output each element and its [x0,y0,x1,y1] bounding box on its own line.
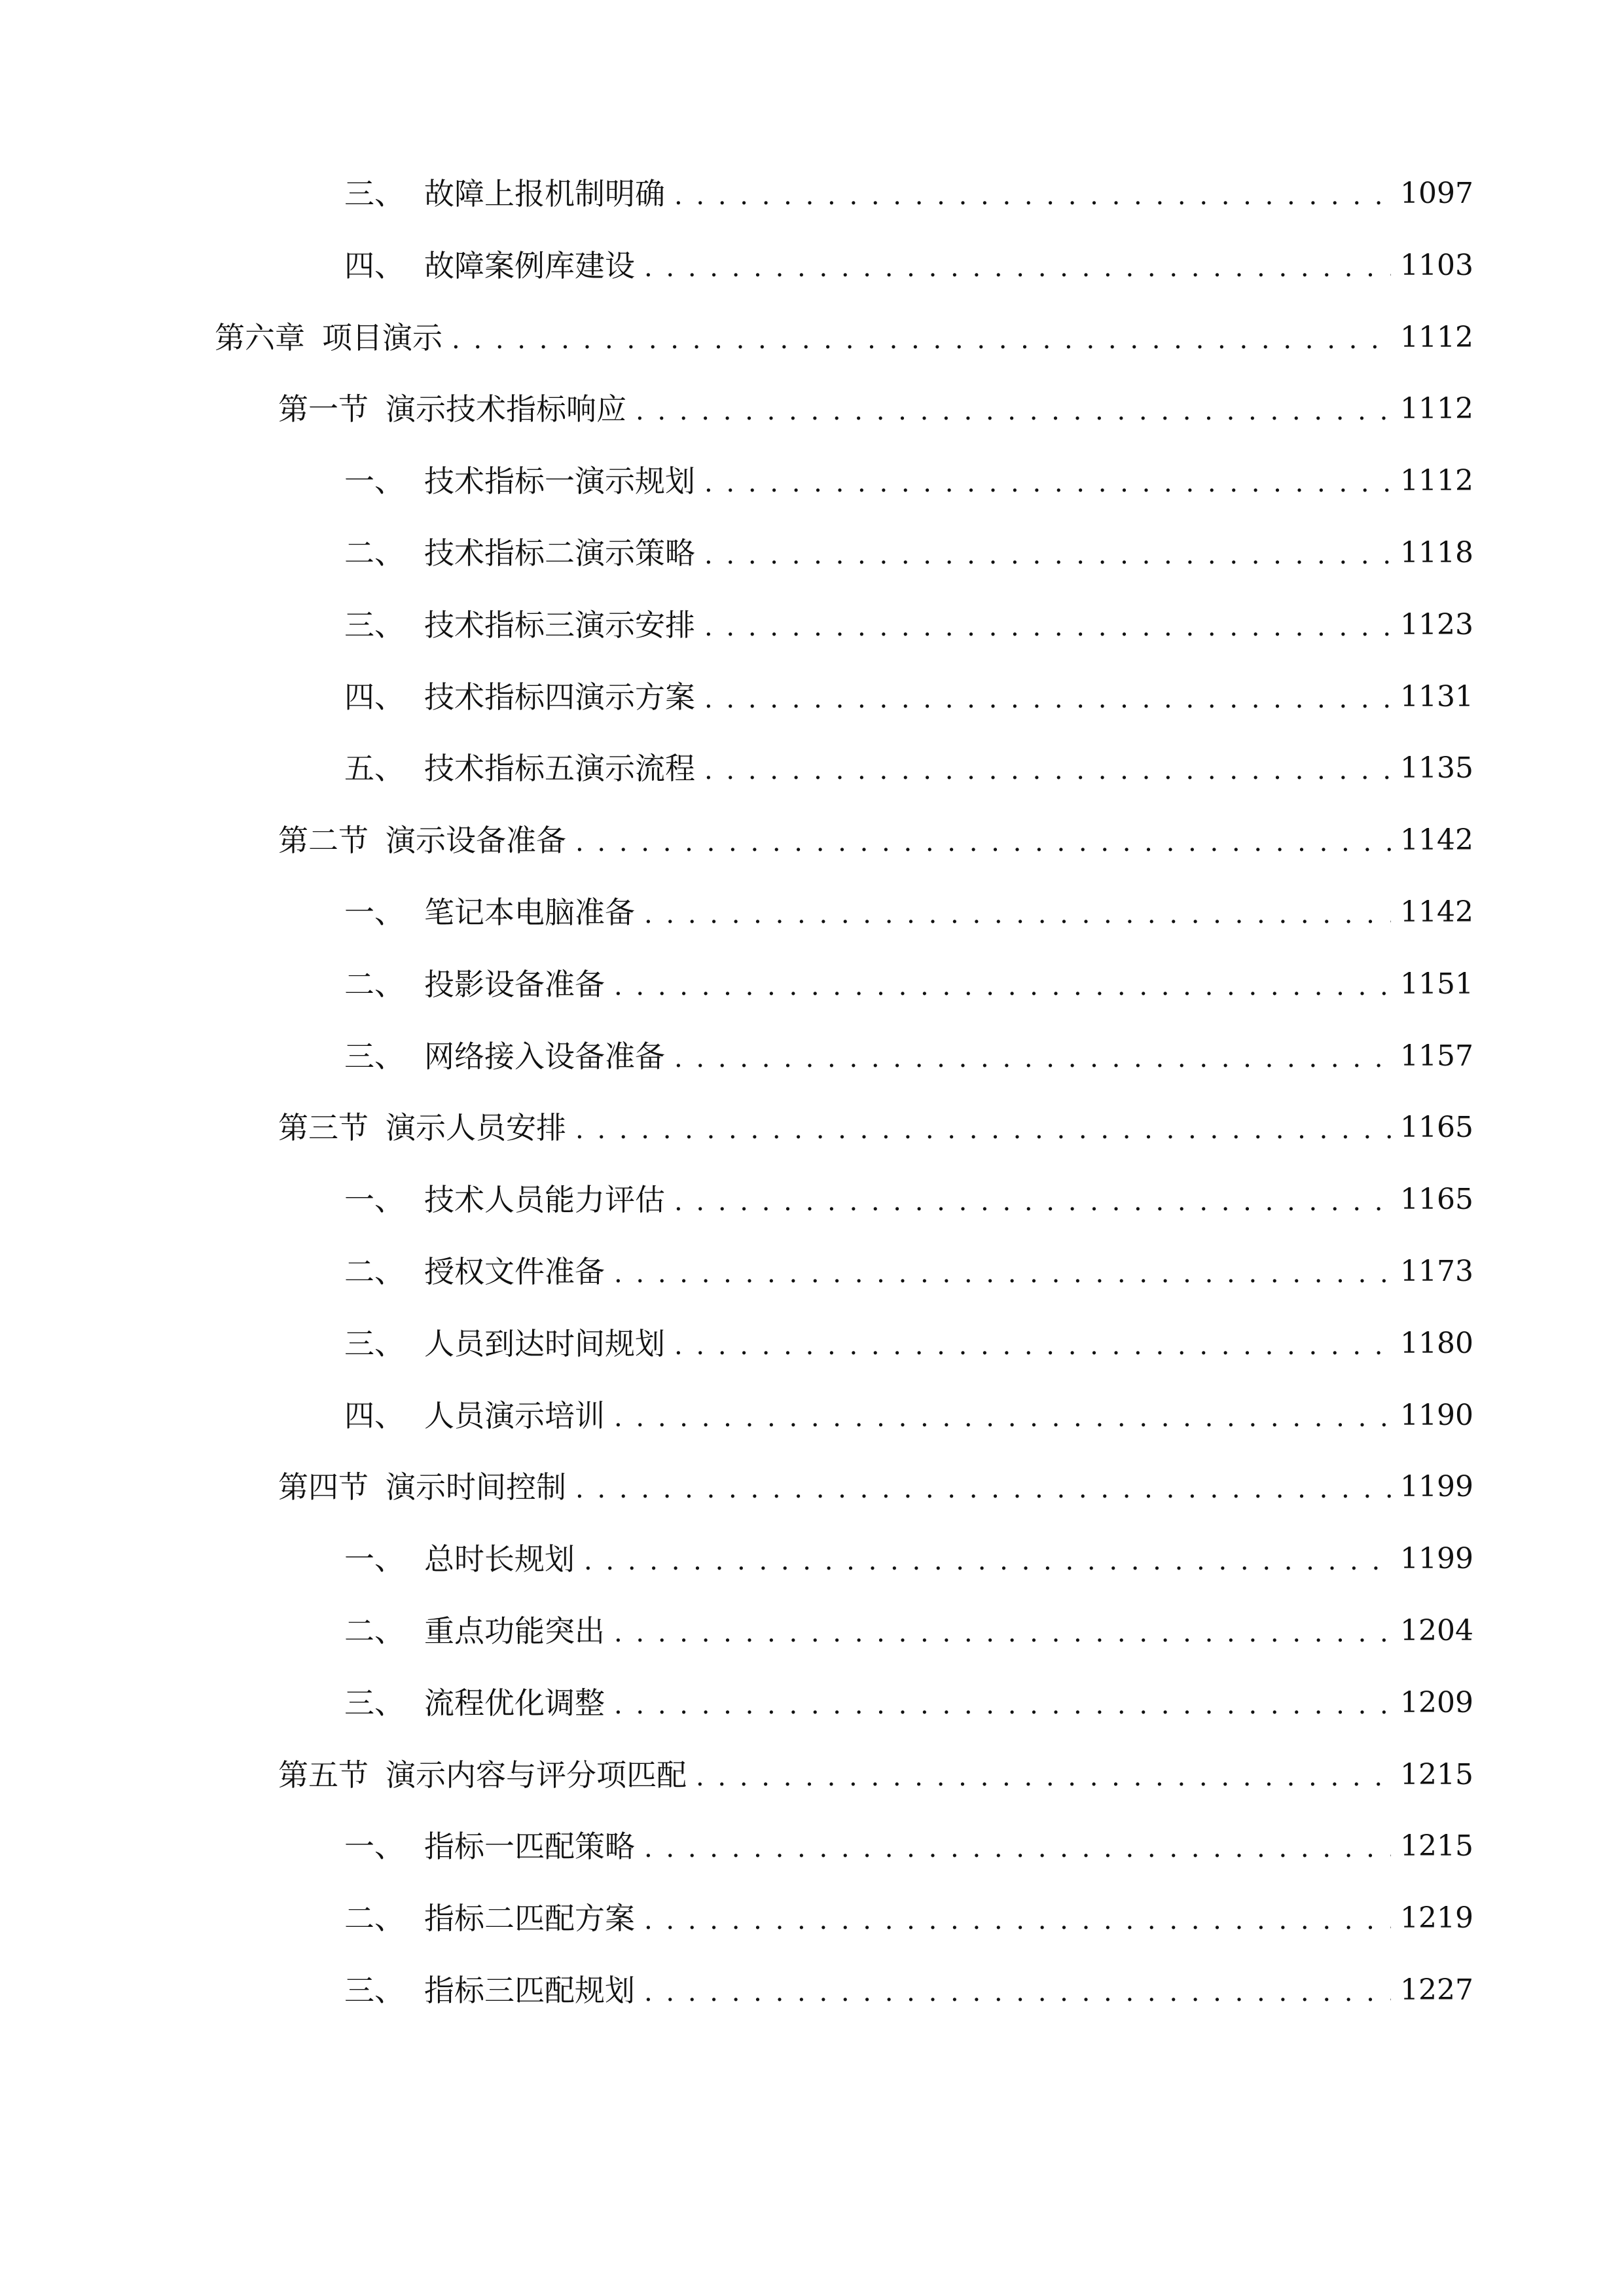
toc-entry-number: 三、 [344,1325,405,1361]
toc-entry[interactable] [278,383,1473,435]
toc-entry[interactable] [344,742,1473,795]
toc-entry-label [344,599,695,651]
toc-entry-title: 笔记本电脑准备 [424,895,635,930]
toc-leader-dots [696,1749,1391,1801]
toc-entry-label [344,1390,605,1442]
toc-leader-dots [584,1533,1391,1585]
toc-entry-page-number: 1199 [1400,1542,1473,1576]
toc-entry-page-number: 1142 [1400,823,1473,857]
toc-leader-dots [644,886,1391,939]
toc-entry-label [344,1892,635,1945]
toc-entry-number: 一、 [344,1541,405,1577]
toc-entry-title: 指标三匹配规划 [424,1973,635,2008]
toc-entry-number: 第一节 [278,391,369,427]
toc-entry-label [344,886,635,939]
toc-entry[interactable] [344,1030,1473,1083]
toc-entry-number: 二、 [344,1901,405,1937]
toc-entry-title: 总时长规划 [424,1541,575,1577]
toc-entry-page-number: 1209 [1400,1685,1473,1719]
toc-entry-label [344,1318,665,1370]
toc-entry-number: 三、 [344,1685,405,1721]
toc-leader-dots [614,958,1391,1011]
toc-entry-page-number: 1123 [1400,607,1473,641]
toc-entry-label [278,814,566,867]
toc-leader-dots [644,240,1391,292]
toc-entry-label [344,1030,665,1083]
toc-entry-title: 演示内容与评分项匹配 [386,1757,687,1793]
toc-entry-number: 四、 [344,1397,405,1433]
toc-leader-dots [644,1820,1391,1873]
toc-entry[interactable] [344,1318,1473,1370]
toc-entry[interactable] [344,599,1473,651]
toc-entry-number: 第六章 [215,319,305,355]
toc-entry-page-number: 1199 [1400,1470,1473,1504]
toc-entry-page-number: 1135 [1400,751,1473,785]
toc-leader-dots [575,1102,1391,1154]
toc-entry-number: 一、 [344,895,405,930]
toc-entry-title: 人员演示培训 [424,1397,605,1433]
toc-leader-dots [644,1892,1391,1945]
toc-entry-title: 授权文件准备 [424,1254,605,1289]
toc-leader-dots [674,1318,1391,1370]
toc-entry-label [278,1102,566,1154]
toc-entry-page-number: 1190 [1400,1398,1473,1432]
toc-entry-title: 指标二匹配方案 [424,1901,635,1937]
toc-entry-label [344,742,695,795]
toc-leader-dots [704,599,1391,651]
toc-entry-label [278,1461,566,1513]
toc-entry-label [344,168,665,220]
toc-entry-number: 三、 [344,1973,405,2008]
toc-entry-page-number: 1215 [1400,1829,1473,1863]
toc-entry-title: 重点功能突出 [424,1613,605,1649]
toc-entry-number: 第四节 [278,1469,369,1505]
toc-entry-label [344,455,695,507]
toc-entry-label [344,1246,605,1298]
toc-entry-label [344,1533,575,1585]
toc-entry-title: 项目演示 [322,319,442,355]
toc-entry-page-number: 1173 [1400,1255,1473,1288]
toc-entry-label [344,1964,635,2017]
toc-leader-dots [614,1246,1391,1298]
toc-leader-dots [644,1964,1391,2017]
toc-entry-page-number: 1215 [1400,1757,1473,1791]
toc-entry-label [278,1749,687,1801]
toc-entry-label [344,1820,635,1873]
toc-entry-title: 技术指标二演示策略 [424,535,695,571]
toc-leader-dots [704,455,1391,507]
toc-entry[interactable] [344,168,1473,220]
toc-entry-title: 故障上报机制明确 [424,176,665,211]
toc-leader-dots [674,1030,1391,1083]
toc-leader-dots [704,527,1391,579]
toc-entry-number: 三、 [344,1038,405,1074]
toc-entry-label [215,312,442,364]
toc-entry-title: 指标一匹配策略 [424,1829,635,1865]
toc-entry[interactable] [344,527,1473,579]
toc-entry-number: 三、 [344,607,405,643]
toc-entry-page-number: 1097 [1400,177,1473,210]
toc-entry-title: 投影设备准备 [424,966,605,1002]
toc-entry[interactable] [344,240,1473,292]
toc-entry[interactable] [344,1246,1473,1298]
toc-entry-page-number: 1131 [1400,679,1473,713]
toc-entry[interactable] [344,958,1473,1011]
toc-entry-number: 二、 [344,1613,405,1649]
toc-leader-dots [674,1174,1391,1226]
toc-entry-page-number: 1219 [1400,1901,1473,1935]
toc-entry[interactable] [344,1964,1473,2017]
toc-entry-number: 二、 [344,966,405,1002]
toc-entry-title: 演示时间控制 [386,1469,566,1505]
toc-leader-dots [452,312,1391,364]
toc-entry-title: 演示技术指标响应 [386,391,626,427]
toc-entry[interactable] [344,671,1473,723]
toc-entry-page-number: 1151 [1400,967,1473,1001]
toc-entry-title: 技术指标三演示安排 [424,607,695,643]
toc-entry-title: 人员到达时间规划 [424,1325,665,1361]
toc-entry-number: 二、 [344,535,405,571]
toc-leader-dots [575,1461,1391,1513]
toc-entry-number: 二、 [344,1254,405,1289]
toc-entry-title: 网络接入设备准备 [424,1038,665,1074]
toc-entry-number: 一、 [344,463,405,499]
toc-entry-page-number: 1103 [1400,248,1473,282]
toc-entry-number: 四、 [344,247,405,283]
toc-entry[interactable] [215,312,1473,364]
toc-entry-label [344,1174,665,1226]
toc-entry-label [278,383,626,435]
toc-entry-title: 演示设备准备 [386,823,566,859]
toc-entry[interactable] [344,1892,1473,1945]
toc-entry-number: 第五节 [278,1757,369,1793]
toc-entry-page-number: 1142 [1400,895,1473,929]
toc-leader-dots [614,1605,1391,1657]
toc-entry[interactable] [344,886,1473,939]
toc-entry-page-number: 1227 [1400,1973,1473,2007]
toc-leader-dots [674,168,1391,220]
toc-entry-page-number: 1157 [1400,1039,1473,1073]
toc-entry-number: 四、 [344,679,405,715]
toc-leader-dots [704,742,1391,795]
toc-entry-label [344,958,605,1011]
toc-entry-number: 三、 [344,176,405,211]
toc-entry[interactable] [344,1677,1473,1729]
toc-entry-label [344,671,695,723]
toc-entry-page-number: 1180 [1400,1326,1473,1360]
toc-entry[interactable] [278,1102,1473,1154]
toc-entry-page-number: 1204 [1400,1614,1473,1647]
toc-entry-page-number: 1112 [1400,464,1473,498]
toc-entry-title: 故障案例库建设 [424,247,635,283]
toc-entry[interactable] [278,814,1473,867]
toc-entry-page-number: 1165 [1400,1183,1473,1217]
toc-entry-label [344,527,695,579]
toc-entry-page-number: 1112 [1400,392,1473,426]
toc-entry-label [344,240,635,292]
toc-entry-title: 技术指标五演示流程 [424,751,695,787]
toc-entry-number: 第二节 [278,823,369,859]
toc-entry-number: 五、 [344,751,405,787]
toc-entry[interactable] [344,1390,1473,1442]
toc-entry[interactable] [278,1461,1473,1513]
toc-entry[interactable] [344,1605,1473,1657]
toc-entry-number: 第三节 [278,1110,369,1146]
toc-entry-title: 演示人员安排 [386,1110,566,1146]
toc-entry-label [344,1677,605,1729]
toc-entry-page-number: 1165 [1400,1111,1473,1145]
toc-leader-dots [704,671,1391,723]
toc-entry-title: 技术指标四演示方案 [424,679,695,715]
toc-entry[interactable] [344,1820,1473,1873]
toc-entry[interactable] [344,1533,1473,1585]
toc-entry-title: 流程优化调整 [424,1685,605,1721]
toc-entry-page-number: 1118 [1400,536,1473,569]
toc-leader-dots [575,814,1391,867]
toc-entry-title: 技术人员能力评估 [424,1182,665,1218]
toc-entry[interactable] [278,1749,1473,1801]
toc-entry-page-number: 1112 [1400,320,1473,354]
toc-leader-dots [636,383,1391,435]
toc-entry-title: 技术指标一演示规划 [424,463,695,499]
toc-leader-dots [614,1390,1391,1442]
toc-entry-number: 一、 [344,1182,405,1218]
toc-entry-label [344,1605,605,1657]
toc-entry[interactable] [344,1174,1473,1226]
toc-entry-number: 一、 [344,1829,405,1865]
toc-leader-dots [614,1677,1391,1729]
toc-entry[interactable] [344,455,1473,507]
